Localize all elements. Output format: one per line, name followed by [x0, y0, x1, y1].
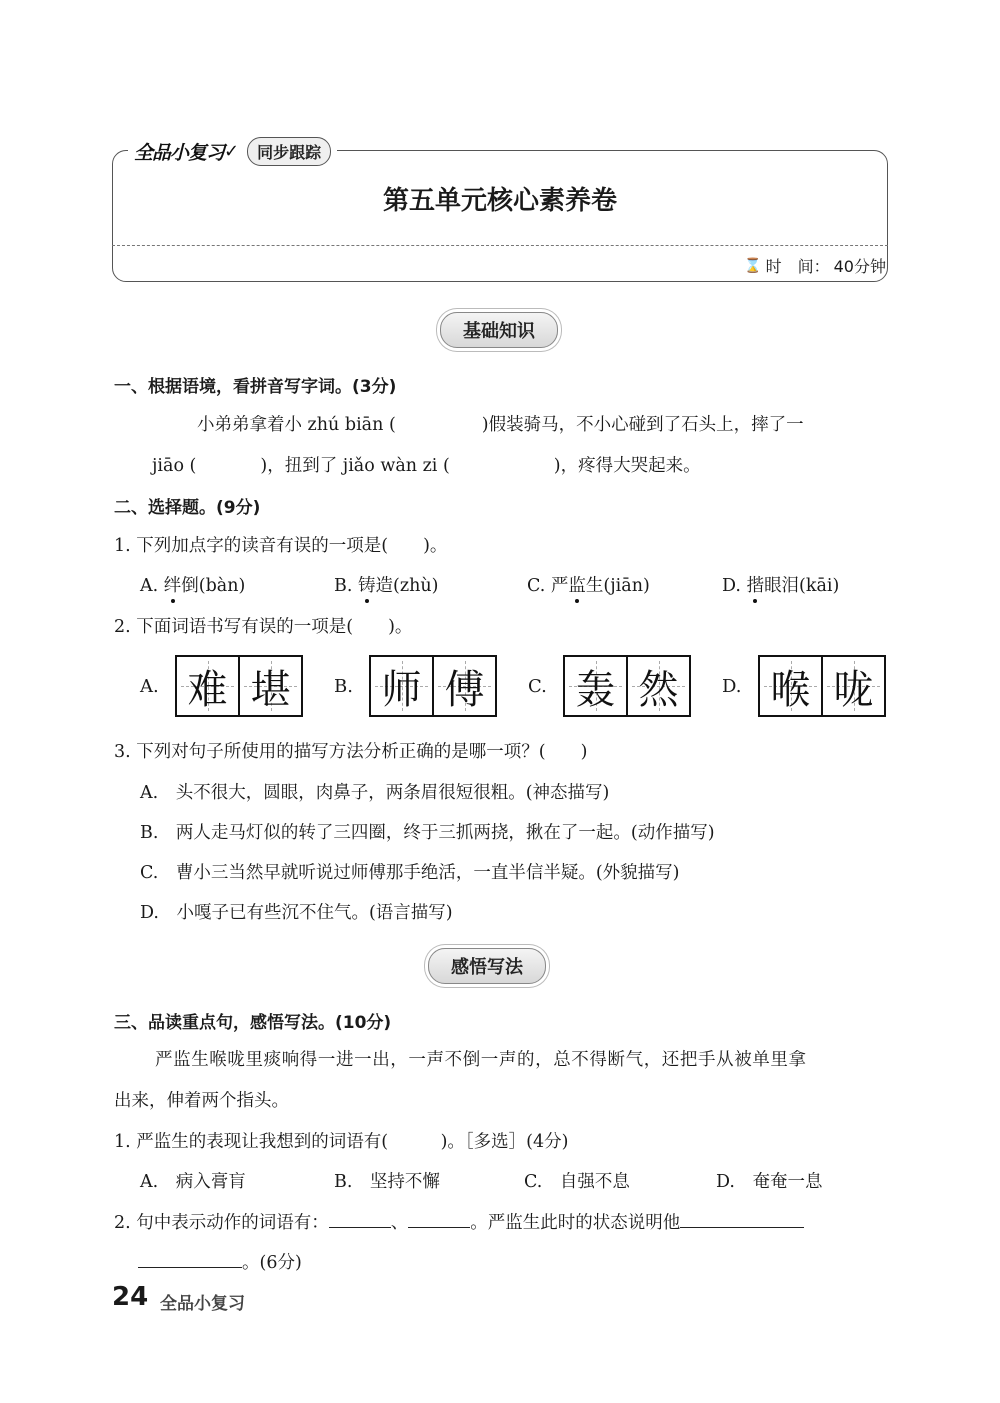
grid-cell [432, 657, 495, 715]
option-2-1-d[interactable] [722, 572, 839, 597]
grid-cell [821, 657, 884, 715]
q1-text: jiāo ( [152, 456, 197, 476]
option-text: 生(jiān) [585, 576, 650, 596]
question-1-heading: 一、根据语境，看拼音写字词。(3分) [114, 377, 397, 397]
char-grid-c[interactable] [563, 655, 691, 717]
option-3-1-a[interactable]: A. 病入膏肓 [140, 1172, 246, 1192]
grid-char: 难 [187, 666, 228, 713]
grid-char: 傅 [444, 666, 485, 713]
option-label: A. [140, 576, 159, 596]
section-basic-knowledge: 基础知识 [440, 312, 558, 348]
grid-char: 师 [381, 666, 422, 713]
grid-char: 咙 [833, 666, 874, 713]
q1-text: )，扭到了 jiǎo wàn zi ( [260, 456, 450, 476]
question-3-1-stem: 1. 严监生的表现让我想到的词语有( )。［多选］(4分) [114, 1132, 569, 1152]
option-3-1-c[interactable]: C. 自强不息 [524, 1172, 630, 1192]
option-label: D. [722, 576, 741, 596]
option-2-3-b[interactable]: B. 两人走马灯似的转了三四圈，终于三抓两挠，揪在了一起。(动作描写) [140, 823, 715, 843]
option-2-3-d[interactable]: D. 小嘎子已有些沉不住气。(语言描写) [140, 903, 453, 923]
answer-blank[interactable] [680, 1227, 804, 1228]
q3-2-text: 2. 句中表示动作的词语有： [114, 1213, 329, 1233]
q3-2-text: 。严监生此时的状态说明他 [470, 1213, 681, 1233]
q1-text: 小弟弟拿着小 zhú biān ( [197, 415, 396, 435]
q1-text: )，疼得大哭起来。 [553, 456, 701, 476]
grid-cell [177, 657, 238, 715]
option-2-3-c[interactable]: C. 曹小三当然早就听说过师傅那手绝活，一直半信半疑。(外貌描写) [140, 863, 680, 883]
option-text: 严 [550, 576, 569, 596]
time-label: 时 间： [765, 257, 830, 276]
grid-cell [371, 657, 432, 715]
time-info [744, 254, 886, 277]
char-grid-d[interactable] [758, 655, 886, 717]
question-2-heading: 二、选择题。(9分) [114, 498, 261, 518]
section-writing-methods: 感悟写法 [428, 948, 546, 984]
option-label: B. [334, 576, 353, 596]
grid-char: 堪 [250, 666, 291, 713]
page-number: 24 [112, 1282, 149, 1312]
char-grid-b[interactable] [369, 655, 497, 717]
footer-brand: 全品小复习 [160, 1294, 245, 1314]
option-label: C. [527, 576, 546, 596]
grid-char: 轰 [575, 666, 616, 713]
dotted-char: 监 [568, 576, 586, 596]
option-3-1-d[interactable]: D. 奄奄一息 [716, 1172, 823, 1192]
q3-2-text: 。(6分) [242, 1253, 302, 1273]
passage-line-2: 出来，伸着两个指头。 [114, 1091, 289, 1111]
brand-tag: 同步跟踪 [247, 137, 331, 166]
dotted-char: 绊 [163, 576, 182, 596]
time-value: 40分钟 [833, 257, 886, 276]
answer-blank[interactable] [138, 1267, 242, 1268]
option-2-1-c[interactable] [527, 572, 650, 597]
option-label: D. [722, 676, 742, 697]
option-label: B. [334, 676, 353, 697]
option-3-1-b[interactable]: B. 坚持不懈 [334, 1172, 440, 1192]
char-grid-a[interactable] [175, 655, 303, 717]
grid-char: 然 [638, 666, 679, 713]
question-2-2-stem: 2. 下面词语书写有误的一项是( )。 [114, 617, 413, 637]
question-2-3-stem: 3. 下列对句子所使用的描写方法分析正确的是哪一项？( ) [114, 742, 588, 762]
grid-cell [760, 657, 821, 715]
page-title: 第五单元核心素养卷 [382, 186, 617, 216]
passage-line-1: 严监生喉咙里痰响得一进一出，一声不倒一声的，总不得断气，还把手从被单里拿 [155, 1050, 807, 1070]
question-1-line-2 [152, 452, 701, 477]
header-divider [112, 245, 888, 246]
question-3-heading: 三、品读重点句，感悟写法。(10分) [114, 1013, 392, 1033]
question-3-2-line-2 [138, 1249, 302, 1274]
answer-blank[interactable] [329, 1227, 391, 1228]
option-label: A. [140, 676, 159, 697]
option-2-1-b[interactable] [334, 572, 438, 597]
q3-2-text: 、 [390, 1213, 409, 1233]
question-3-2-line-1 [114, 1209, 804, 1234]
option-label: C. [528, 676, 547, 697]
q1-text: )假装骑马，不小心碰到了石头上，摔了一 [481, 415, 804, 435]
brand-logo: 全品小复习 [134, 141, 225, 164]
hourglass-icon: ⌛ [744, 257, 762, 274]
option-2-1-a[interactable] [140, 572, 245, 597]
grid-cell [238, 657, 301, 715]
answer-blank[interactable] [408, 1227, 470, 1228]
option-2-3-a[interactable]: A. 头不很大，圆眼，肉鼻子，两条眉很短很粗。(神态描写) [140, 783, 610, 803]
dotted-char: 揩 [746, 576, 765, 596]
check-icon: ✓ [224, 140, 240, 162]
question-1-line-1 [197, 411, 804, 436]
option-text: 倒(bàn) [181, 576, 246, 596]
dotted-char: 铸 [358, 576, 376, 596]
grid-char: 喉 [770, 666, 811, 713]
grid-cell [565, 657, 626, 715]
option-text: 眼泪(kāi) [764, 576, 840, 596]
option-text: 造(zhù) [375, 576, 439, 596]
question-2-1-stem: 1. 下列加点字的读音有误的一项是( )。 [114, 536, 448, 556]
grid-cell [626, 657, 689, 715]
brand-tab [128, 136, 337, 166]
